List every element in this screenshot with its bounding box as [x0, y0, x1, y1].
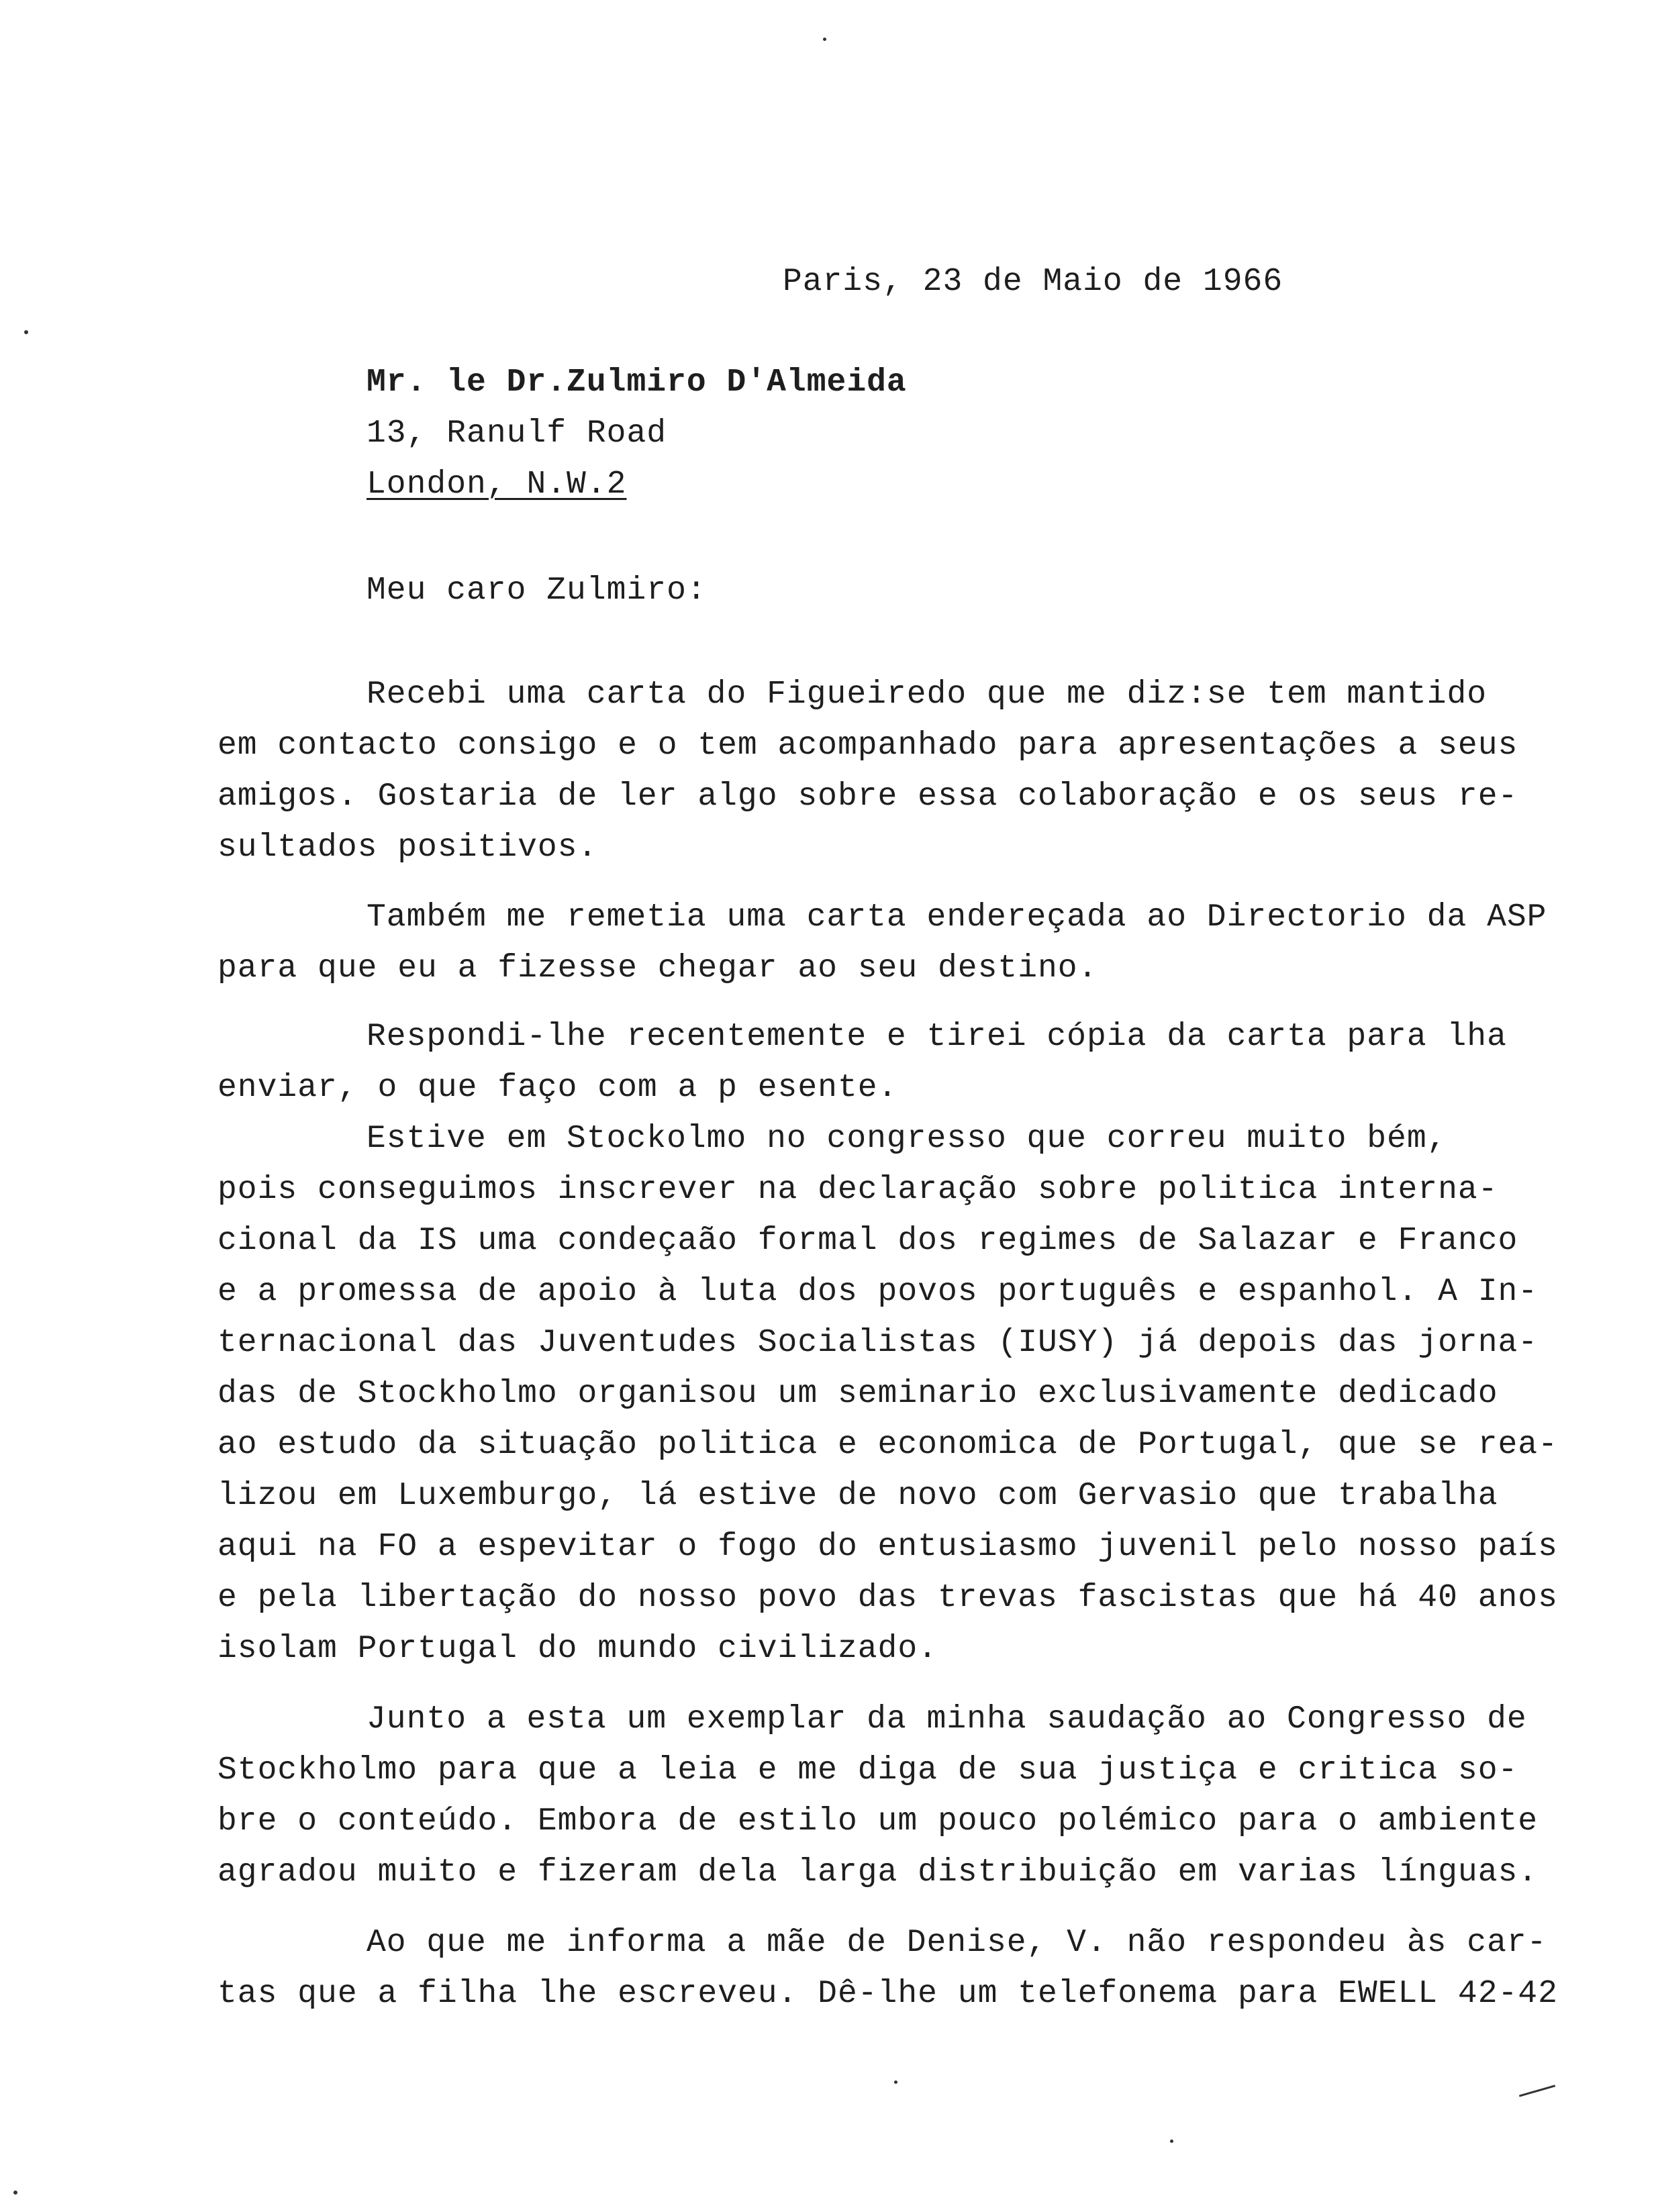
scan-speck — [24, 330, 28, 334]
scan-speck — [823, 38, 826, 41]
body-line-15: ao estudo da situação politica e economica de Portugal, que se rea- — [217, 1427, 1558, 1463]
body-line-18: e pela libertação do nosso povo das trevas fascistas que há 40 anos — [217, 1580, 1558, 1616]
scan-speck — [894, 2080, 897, 2084]
salutation: Meu caro Zulmiro: — [367, 572, 707, 609]
body-line-13: ternacional das Juventudes Socialistas (IUSY) já depois das jorna- — [217, 1325, 1539, 1361]
letter-date: Paris, 23 de Maio de 1966 — [783, 264, 1283, 300]
address-line-3: London, N.W.2 — [367, 466, 627, 503]
address-line-2: 13, Ranulf Road — [367, 415, 667, 452]
body-line-8: enviar, o que faço com a p esente. — [217, 1070, 898, 1106]
body-line-21: Stockholmo para que a leia e me diga de sua justiça e critica so- — [217, 1752, 1518, 1789]
body-line-12: e a promessa de apoio à luta dos povos português e espanhol. A In- — [217, 1274, 1539, 1310]
body-line-11: cional da IS uma condeçaão formal dos regimes de Salazar e Franco — [217, 1223, 1518, 1259]
body-line-23: agradou muito e fizeram dela larga distribuição em varias línguas. — [217, 1854, 1539, 1891]
address-line-1: Mr. le Dr.Zulmiro D'Almeida — [367, 364, 907, 401]
body-line-19: isolam Portugal do mundo civilizado. — [217, 1631, 938, 1667]
body-line-20: Junto a esta um exemplar da minha saudação ao Congresso de — [367, 1701, 1527, 1738]
body-line-7: Respondi-lhe recentemente e tirei cópia da carta para lha — [367, 1019, 1507, 1055]
body-line-2: em contacto consigo e o tem acompanhado para apresentações a seus — [217, 727, 1518, 764]
body-line-24: Ao que me informa a mãe de Denise, V. não respondeu às car- — [367, 1925, 1547, 1961]
body-line-6: para que eu a fizesse chegar ao seu destino. — [217, 950, 1098, 987]
scan-speck — [1170, 2140, 1173, 2143]
body-line-9: Estive em Stockolmo no congresso que correu muito bém, — [367, 1121, 1447, 1157]
body-line-22: bre o conteúdo. Embora de estilo um pouco polémico para o ambiente — [217, 1803, 1539, 1840]
body-line-17: aqui na FO a espevitar o fogo do entusiasmo juvenil pelo nosso país — [217, 1529, 1558, 1565]
scan-speck — [1519, 2084, 1556, 2097]
scan-speck — [13, 2191, 17, 2195]
body-line-16: lizou em Luxemburgo, lá estive de novo com Gervasio que trabalha — [217, 1478, 1498, 1514]
body-line-25: tas que a filha lhe escreveu. Dê-lhe um telefonema para EWELL 42-42 — [217, 1976, 1558, 2012]
body-line-10: pois conseguimos inscrever na declaração sobre politica interna- — [217, 1172, 1498, 1208]
body-line-5: Também me remetia uma carta endereçada ao Directorio da ASP — [367, 899, 1547, 936]
body-line-4: sultados positivos. — [217, 830, 598, 866]
body-line-14: das de Stockholmo organisou um seminario exclusivamente dedicado — [217, 1376, 1498, 1412]
body-line-1: Recebi uma carta do Figueiredo que me diz:se tem mantido — [367, 676, 1488, 713]
body-line-3: amigos. Gostaria de ler algo sobre essa colaboração e os seus re- — [217, 778, 1518, 815]
